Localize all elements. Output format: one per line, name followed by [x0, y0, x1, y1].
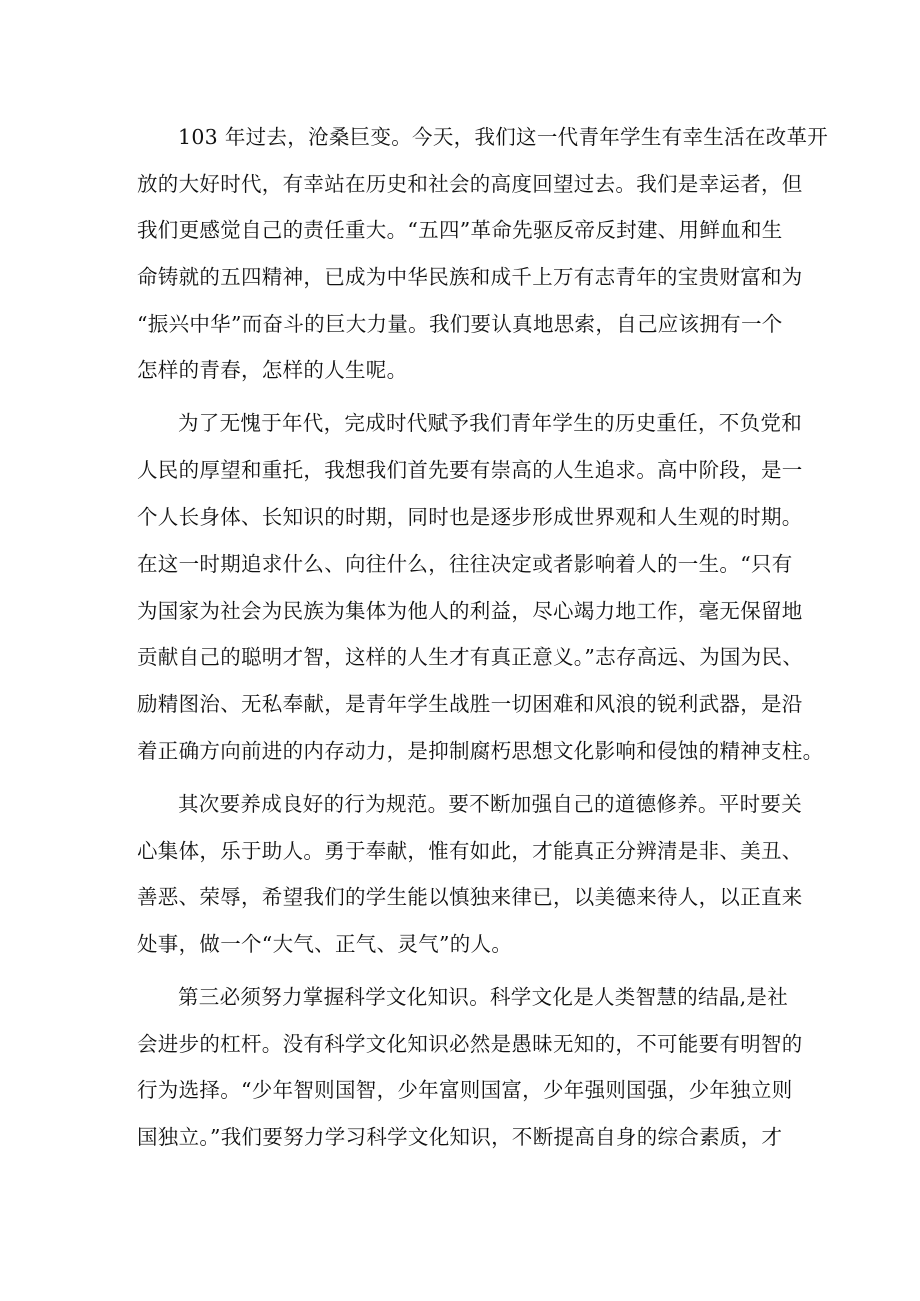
text-line: 会进步的杠杆。没有科学文化知识必然是愚昧无知的，不可能要有明智的 [137, 1032, 803, 1056]
text-line: 处事，做一个“大气、正气、灵气”的人。 [137, 932, 513, 956]
text-line: 其次要养成良好的行为规范。要不断加强自己的道德修养。平时要关 [178, 792, 802, 816]
text-line: “振兴中华”而奋斗的巨大力量。我们要认真地思索，自己应该拥有一个 [137, 312, 783, 336]
text-line: 为了无愧于年代，完成时代赋予我们青年学生的历史重任，不负党和 [178, 411, 802, 435]
text-line: 怎样的青春，怎样的人生呢。 [137, 358, 408, 382]
text-line: 个人长身体、长知识的时期，同时也是逐步形成世界观和人生观的时期。 [137, 505, 803, 529]
text-line: 心集体，乐于助人。勇于奉献，惟有如此，才能真正分辨清是非、美丑、 [137, 839, 803, 863]
text-line: 命铸就的五四精神，已成为中华民族和成千上万有志青年的宝贵财富和为 [137, 265, 803, 289]
text-line: 放的大好时代，有幸站在历史和社会的高度回望过去。我们是幸运者，但 [137, 172, 803, 196]
text-line: 国独立。”我们要努力学习科学文化知识，不断提高自身的综合素质，才 [137, 1125, 783, 1149]
text-line: 行为选择。“少年智则国智，少年富则国富，少年强则国强，少年独立则 [137, 1078, 793, 1102]
text-line: 着正确方向前进的内存动力，是抑制腐朽思想文化影响和侵蚀的精神支柱。 [137, 739, 824, 763]
text-line: 励精图治、无私奉献，是青年学生战胜一切困难和风浪的锐利武器，是沿 [137, 692, 803, 716]
text-line: 为国家为社会为民族为集体为他人的利益，尽心竭力地工作，毫无保留地 [137, 599, 803, 623]
text-line: 在这一时期追求什么、向往什么，往往决定或者影响着人的一生。“只有 [137, 552, 793, 576]
text-line: 善恶、荣辱，希望我们的学生能以慎独来律已，以美德来待人，以正直来 [137, 885, 803, 909]
text-line: 贡献自己的聪明才智，这样的人生才有真正意义。”志存高远、为国为民、 [137, 645, 804, 669]
text-line: 人民的厚望和重托，我想我们首先要有崇高的人生追求。高中阶段，是一 [137, 458, 803, 482]
text-line: 第三必须努力掌握科学文化知识。科学文化是人类智慧的结晶,是社 [178, 985, 789, 1009]
text-line: 我们更感觉自己的责任重大。“五四”革命先驱反帝反封建、用鲜血和生 [137, 218, 783, 242]
text-line: 103 年过去，沧桑巨变。今天，我们这一代青年学生有幸生活在改革开 [178, 125, 829, 149]
